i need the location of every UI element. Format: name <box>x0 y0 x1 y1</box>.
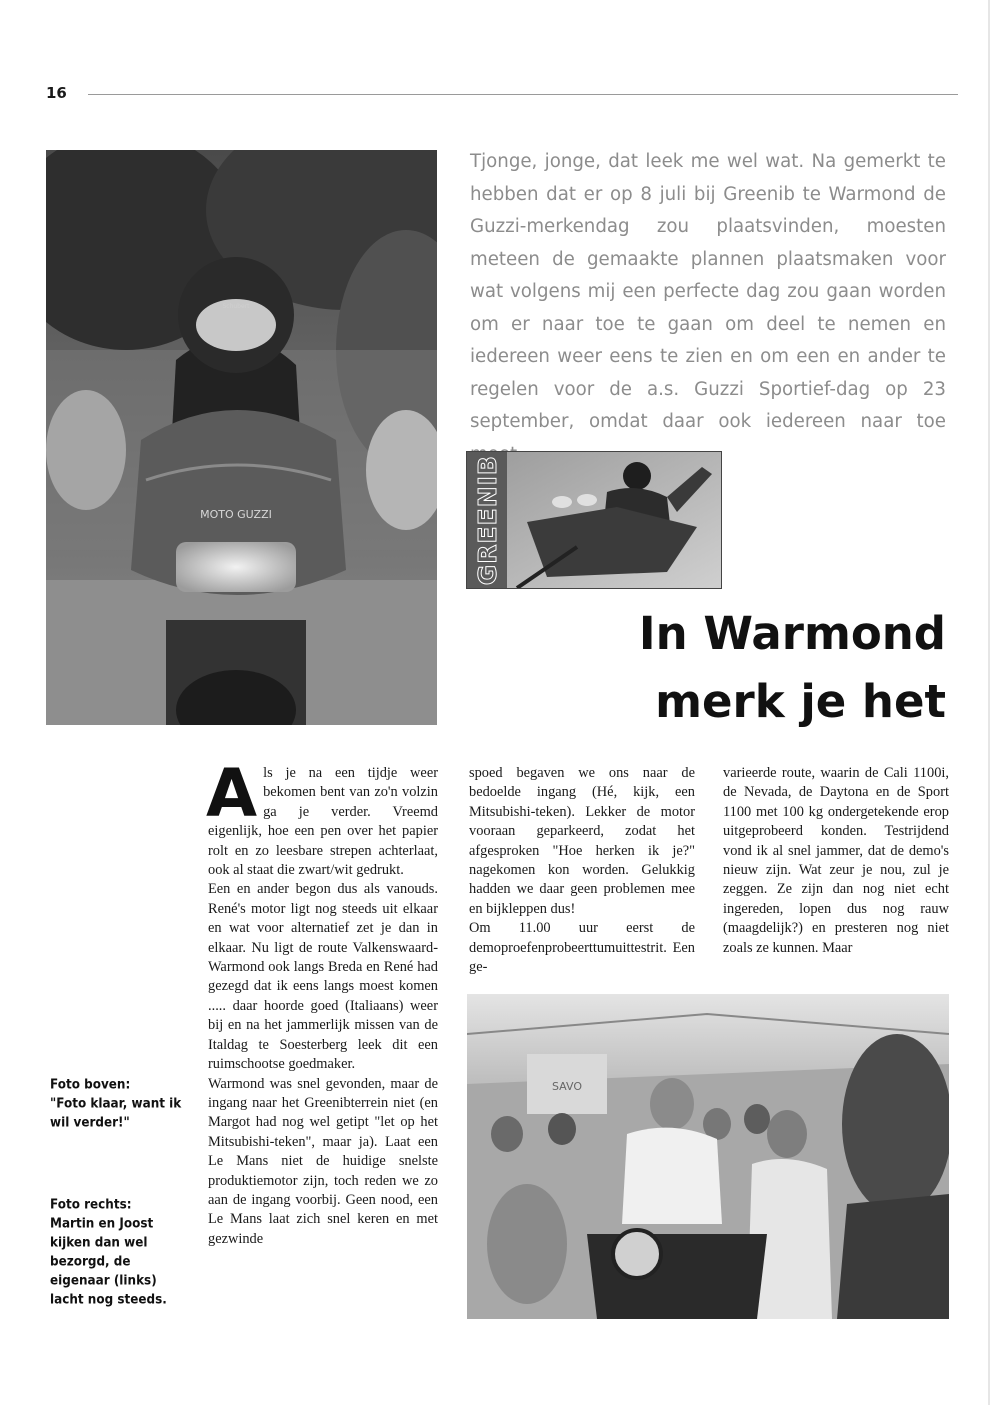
photo-greenib-rider <box>466 451 722 589</box>
caption-right-title: Foto rechts: <box>50 1196 132 1212</box>
caption-top-photo <box>50 1075 190 1132</box>
header-rule <box>88 94 958 95</box>
caption-right-photo <box>50 1195 190 1309</box>
caption-top-text: "Foto klaar, want ik wil verder!" <box>50 1095 182 1130</box>
caption-top-title: Foto boven: <box>50 1076 131 1092</box>
article-column-3 <box>723 764 949 958</box>
photo-demo-crowd <box>467 994 949 1319</box>
bike-brand-label: MOTO GUZZI <box>200 508 272 521</box>
background-sign: SAVO <box>552 1080 582 1093</box>
article-paragraph: spoed begaven we ons naar de bedoelde ingang (Hé, kijk, een Mitsubishi-teken). Lekker de motor vooraan geparkeerd, zodat het afgesproken "Hoe herken ik je?" nagekomen kon worden. Gelukkig hadden we daar geen problemen mee en bijkleppen dus! <box>469 765 695 917</box>
article-paragraph: Om 11.00 uur eerst de demoproefenprobeerttumuittestrit. Een ge- <box>469 920 695 976</box>
article-paragraph: Een en ander begon dus als vanouds. René's motor ligt nog steeds uit elkaar en wat voor alternatief zet je dan in elkaar. Nu ligt de route Valkenswaard-Warmond ook langs Breda en René had gezegd dat ik eens langs moest komen ..... daar hoorde goed (Italiaans) weer bij en na het jammerlijk missen van de Italdag te Soesterberg leek dit een ruimschootse goedmaker. <box>208 881 438 1073</box>
article-column-2 <box>469 764 695 977</box>
article-paragraph: Als je na een tijdje weer bekomen bent van zo'n volzin ga je verder. Vreemd eigenlijk, hoe een pen over het papier rolt en zo leesbare strepen achterlaat, ook al staat die zwart/wit gedrukt. <box>206 755 438 879</box>
article-paragraph: Warmond was snel gevonden, maar de ingang naar het Greenibterrein niet (en Margot had nog wel getipt "let op het Mitsubishi-teken", maar ja). Laat een Le Mans niet de huidige snelste produktiemotor zijn, toch reden we zo aan de ingang voorbij. Geen nood, een Le Mans laat zich snel keren en met gezwinde <box>208 1075 438 1247</box>
article-column-1 <box>206 755 438 1249</box>
helmet-label: Schubert <box>222 303 250 310</box>
caption-right-text: Martin en Joost kijken dan wel bezorgd, de eigenaar (links) lacht nog steeds. <box>50 1215 167 1307</box>
photo-rider-moto-guzzi <box>46 150 437 725</box>
article-paragraph: varieerde route, waarin de Cali 1100i, de Nevada, de Daytona en de Sport 1100 met 100 kg ondergetekende erop uitgeprobeerd konden. Testrijdend vond ik al snel jammer, dat de demo's nieuw zijn. Wat zeur je nou, zul je zeggen. Ze zijn dan nog niet echt ingereden, lopen dus nog rauw (maagdelijk?) en presteren nog niet zoals ze kunnen. Maar <box>723 765 949 956</box>
headline-line-2: merk je het <box>655 675 946 728</box>
headline-line-1: In Warmond <box>638 607 946 660</box>
page-number: 16 <box>46 84 67 102</box>
headline <box>476 600 946 736</box>
greenib-vertical-label: GREENIB <box>472 454 502 586</box>
dropcap: A <box>206 755 258 832</box>
intro-paragraph: Tjonge, jonge, dat leek me wel wat. Na gemerkt te hebben dat er op 8 juli bij Greenib te Warmond de Guzzi-merkendag zou plaatsvinden, moesten meteen de gemaakte plannen plaatsmaken voor wat volgens mij een perfecte dag zou gaan worden om er naar toe te gaan om deel te nemen en iedereen weer eens te zien en om een en ander te regelen voor de a.s. Guzzi Sportief-dag op 23 september, omdat daar ook iedereen naar toe <box>470 151 946 432</box>
